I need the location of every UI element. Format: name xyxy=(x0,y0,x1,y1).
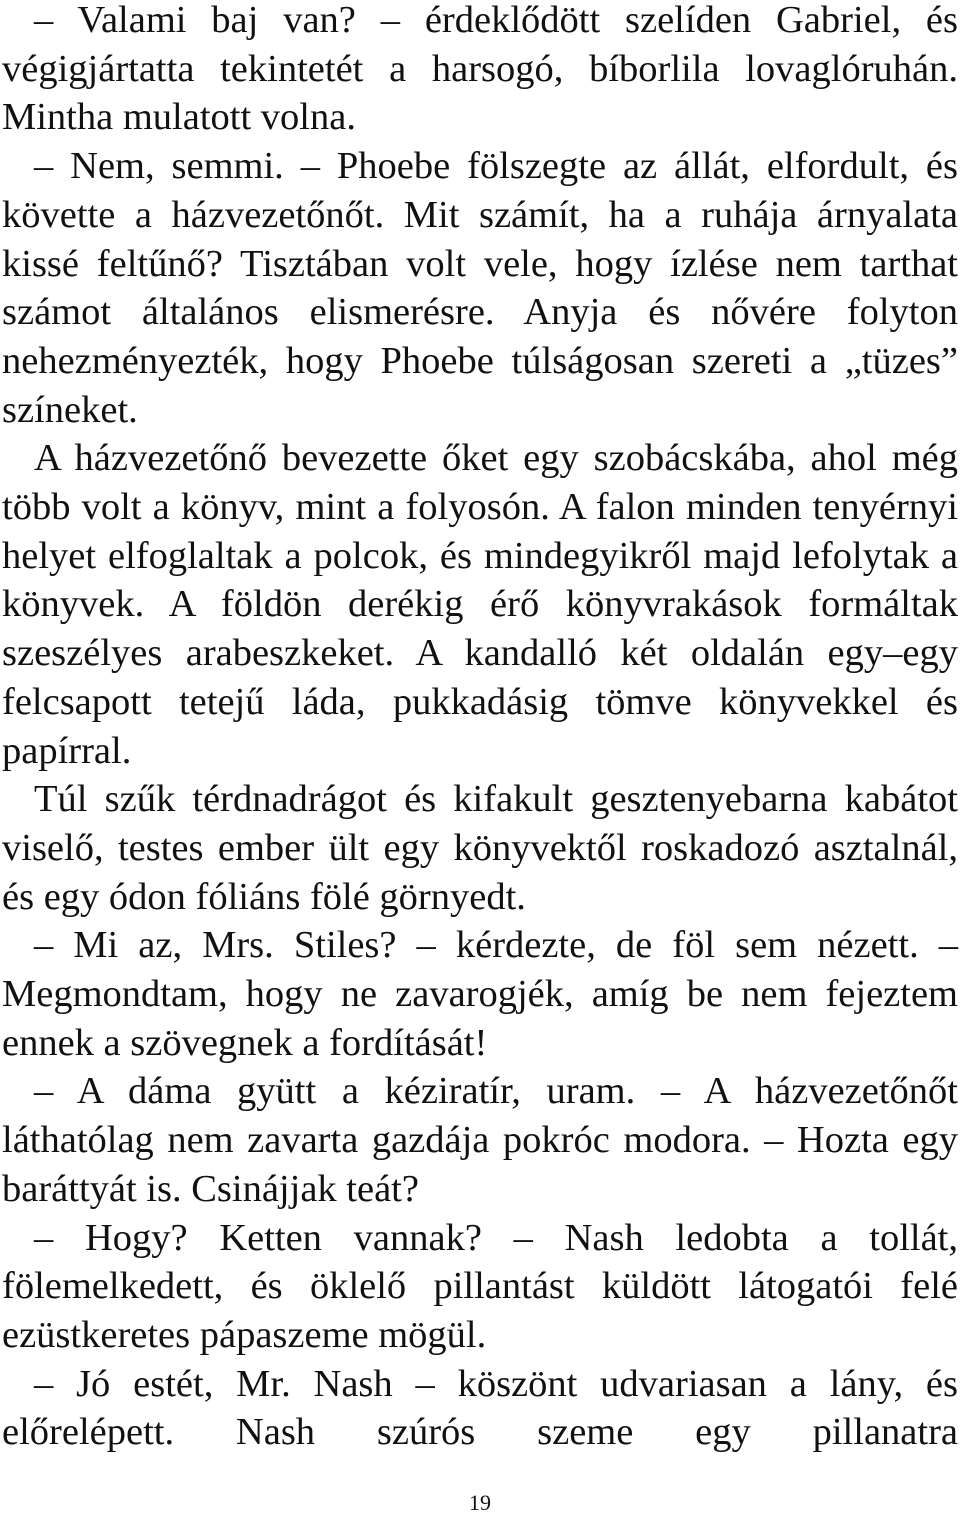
page-number: 19 xyxy=(469,1490,491,1515)
body-text xyxy=(2,0,958,1457)
paragraph-8: – Jó estét, Mr. Nash – köszönt udvariasan a lány, és előrelépett. Nash szúrós szeme egy pillanatra xyxy=(2,1362,958,1454)
paragraph-5: – Mi az, Mrs. Stiles? – kérdezte, de föl sem nézett. – Megmondtam, hogy ne zavarogjék, amíg be nem fejeztem ennek a szövegnek a fordítását! xyxy=(2,924,958,1064)
paragraph-2: – Nem, semmi. – Phoebe fölszegte az állát, elfordult, és követte a házvezetőnőt. Mit számít, ha a ruhája árnyalata kissé feltűnő? Tisztában volt vele, hogy ízlése nem tarthat számot általános elismerésre. Anyja és nővére folyton nehezményezték, hogy Phoebe túlságosan szereti a „tüzes” színeket. xyxy=(2,145,958,431)
paragraph-6: – A dáma gyütt a kéziratír, uram. – A házvezetőnőt láthatólag nem zavarta gazdája pokróc modora. – Hozta egy baráttyát is. Csinájjak teát? xyxy=(2,1070,958,1210)
paragraph-7: – Hogy? Ketten vannak? – Nash ledobta a tollát, fölemelkedett, és öklelő pillantást küldött látogatói felé ezüstkeretes pápaszeme mögül. xyxy=(2,1216,958,1356)
paragraph-1: – Valami baj van? – érdeklődött szelíden Gabriel, és végigjártatta tekintetét a harsogó, bíborlila lovaglóruhán. Mintha mulatott volna. xyxy=(2,0,958,139)
paragraph-3: A házvezetőnő bevezette őket egy szobácskába, ahol még több volt a könyv, mint a folyosón. A falon minden tenyérnyi helyet elfoglaltak a polcok, és mindegyikről majd lefolytak a könyvek. A földön derékig érő könyvrakások formáltak szeszélyes arabeszkeket. A kandalló két oldalán egy–egy felcsapott tetejű láda, pukkadásig tömve könyvekkel és papírral. xyxy=(2,437,958,772)
paragraph-4: Túl szűk térdnadrágot és kifakult gesztenyebarna kabátot viselő, testes ember ült egy könyvektől roskadozó asztalnál, és egy ódon fóliáns fölé görnyedt. xyxy=(2,778,958,918)
